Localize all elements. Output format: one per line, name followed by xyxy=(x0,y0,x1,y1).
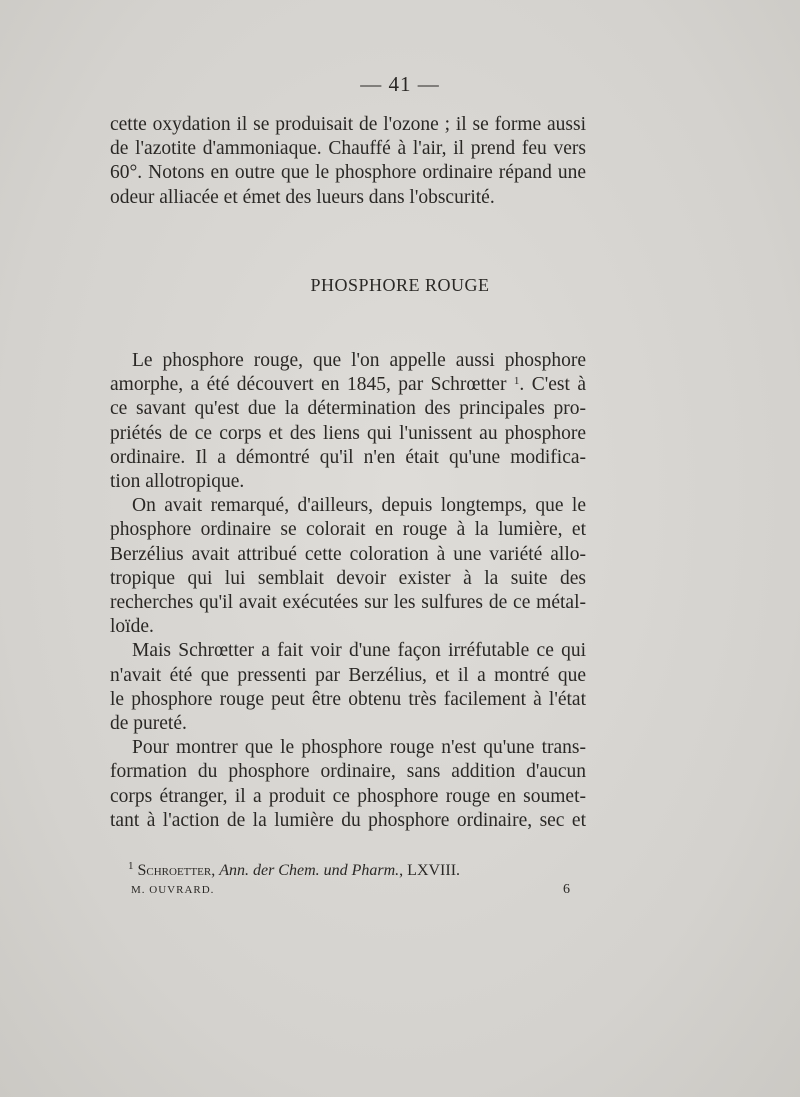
text-line: tropique qui lui semblait devoir exister à la suite des xyxy=(110,567,586,589)
text-line: ce savant qu'est due la détermination des principales pro- xyxy=(110,398,586,420)
text-line: de l'azotite d'ammoniaque. Chauffé à l'air, il prend feu vers xyxy=(110,138,586,160)
printer-signature xyxy=(131,884,571,896)
footnote: $^1$ Schroetter, Ann. der Chem. und Pharm., LXVIII. xyxy=(128,860,461,879)
body-text xyxy=(110,349,586,833)
signature-name: M. OUVRARD. xyxy=(131,884,215,896)
text-line: Berzélius avait attribué cette coloration à une variété allo- xyxy=(110,543,586,565)
text-line: odeur alliacée et émet des lueurs dans l'obscurité. xyxy=(110,186,495,208)
page-number: — 41 — xyxy=(360,72,440,96)
text-line: Pour montrer que le phosphore rouge n'est qu'une trans- xyxy=(132,737,586,759)
text-line: Mais Schrœtter a fait voir d'une façon irréfutable ce qui xyxy=(132,640,586,662)
text-line: priétés de ce corps et des liens qui l'unissent au phosphore xyxy=(110,422,586,444)
text-line: de pureté. xyxy=(110,713,187,735)
text-line: tant à l'action de la lumière du phosphore ordinaire, sec et xyxy=(110,809,586,831)
text-line: loïde. xyxy=(110,616,154,638)
text-line: ordinaire. Il a démontré qu'il n'en était qu'une modifica- xyxy=(110,446,586,468)
text-line: On avait remarqué, d'ailleurs, depuis longtemps, que le xyxy=(132,495,586,517)
signature-number: 6 xyxy=(563,882,571,897)
text-fragment: amorphe, a été découvert en 1845, par Schrœtter xyxy=(110,374,507,396)
footnote-volume: LXVIII. xyxy=(407,862,461,879)
text-line: recherches qu'il avait exécutées sur les sulfures de ce métal- xyxy=(110,592,586,614)
footnote-reference: 1 xyxy=(513,375,520,388)
text-line: n'avait été que pressenti par Berzélius, et il a montré que xyxy=(110,664,586,686)
footnote-mark: 1 xyxy=(128,860,134,872)
footnote-author: Schroetter xyxy=(137,862,212,879)
intro-paragraph xyxy=(110,113,586,210)
text-fragment: . C'est à xyxy=(519,374,587,396)
footnote-title: Ann. der Chem. und Pharm. xyxy=(219,862,400,879)
text-line: formation du phosphore ordinaire, sans addition d'aucun xyxy=(110,761,586,783)
text-line: le phosphore rouge peut être obtenu très facilement à l'état xyxy=(110,688,586,710)
text-line: corps étranger, il a produit ce phosphore rouge en soumet- xyxy=(110,785,586,807)
text-line: phosphore ordinaire se colorait en rouge à la lumière, et xyxy=(110,519,586,541)
section-heading: PHOSPHORE ROUGE xyxy=(310,275,490,295)
text-line: cette oxydation il se produisait de l'ozone ; il se forme aussi xyxy=(110,114,586,135)
text-line: tion allotropique. xyxy=(110,471,245,493)
text-line: 60°. Notons en outre que le phosphore ordinaire répand une xyxy=(110,162,586,184)
text-line: Le phosphore rouge, que l'on appelle aussi phosphore xyxy=(132,350,586,371)
text-line xyxy=(110,373,586,397)
